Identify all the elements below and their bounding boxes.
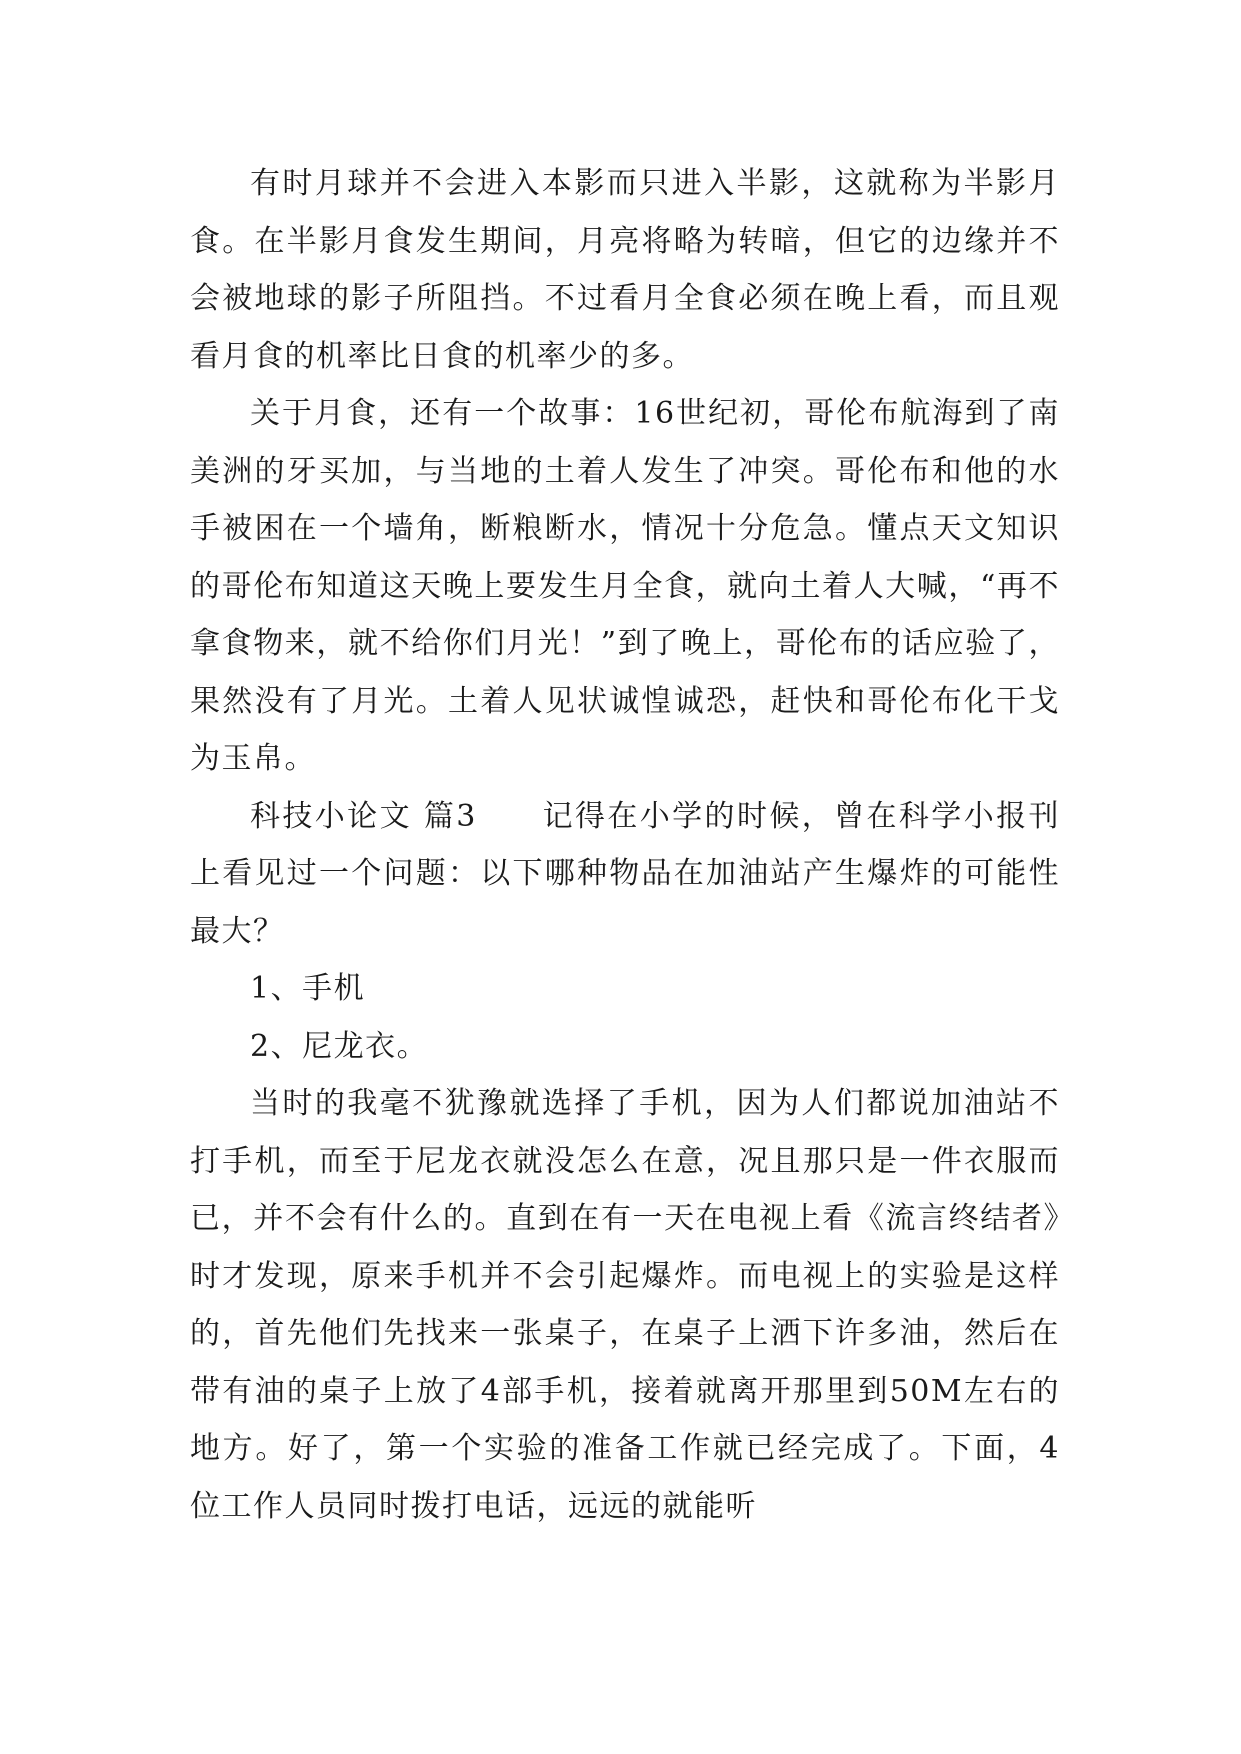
document-body	[190, 155, 1060, 1535]
paragraph-essay-3-intro: 科技小论文 篇3 记得在小学的时候，曾在科学小报刊上看见过一个问题：以下哪种物品在加油站产生爆炸的可能性最大？	[190, 798, 1060, 949]
paragraph-experiment: 当时的我毫不犹豫就选择了手机，因为人们都说加油站不打手机，而至于尼龙衣就没怎么在意，况且那只是一件衣服而已，并不会有什么的。直到在有一天在电视上看《流言终结者》时才发现，原来手机并不会引起爆炸。而电视上的实验是这样的，首先他们先找来一张桌子，在桌子上洒下许多油，然后在带有油的桌子上放了4部手机，接着就离开那里到50M左右的地方。好了，第一个实验的准备工作就已经完成了。下面，4位工作人员同时拨打电话，远远的就能听	[190, 1086, 1060, 1524]
list-item-nylon: 2、尼龙衣。	[250, 1028, 429, 1064]
paragraph-columbus-story: 关于月食，还有一个故事：16世纪初，哥伦布航海到了南美洲的牙买加，与当地的土着人发生了冲突。哥伦布和他的水手被困在一个墙角，断粮断水，情况十分危急。懂点天文知识的哥伦布知道这天晚上要发生月全食，就向土着人大喊，“再不拿食物来，就不给你们月光！”到了晚上，哥伦布的话应验了，果然没有了月光。土着人见状诚惶诚恐，赶快和哥伦布化干戈为玉帛。	[190, 396, 1060, 776]
paragraph-half-shadow-eclipse: 有时月球并不会进入本影而只进入半影，这就称为半影月食。在半影月食发生期间，月亮将略为转暗，但它的边缘并不会被地球的影子所阻挡。不过看月全食必须在晚上看，而且观看月食的机率比日食的机率少的多。	[190, 166, 1060, 374]
list-item-phone: 1、手机	[250, 971, 366, 1006]
